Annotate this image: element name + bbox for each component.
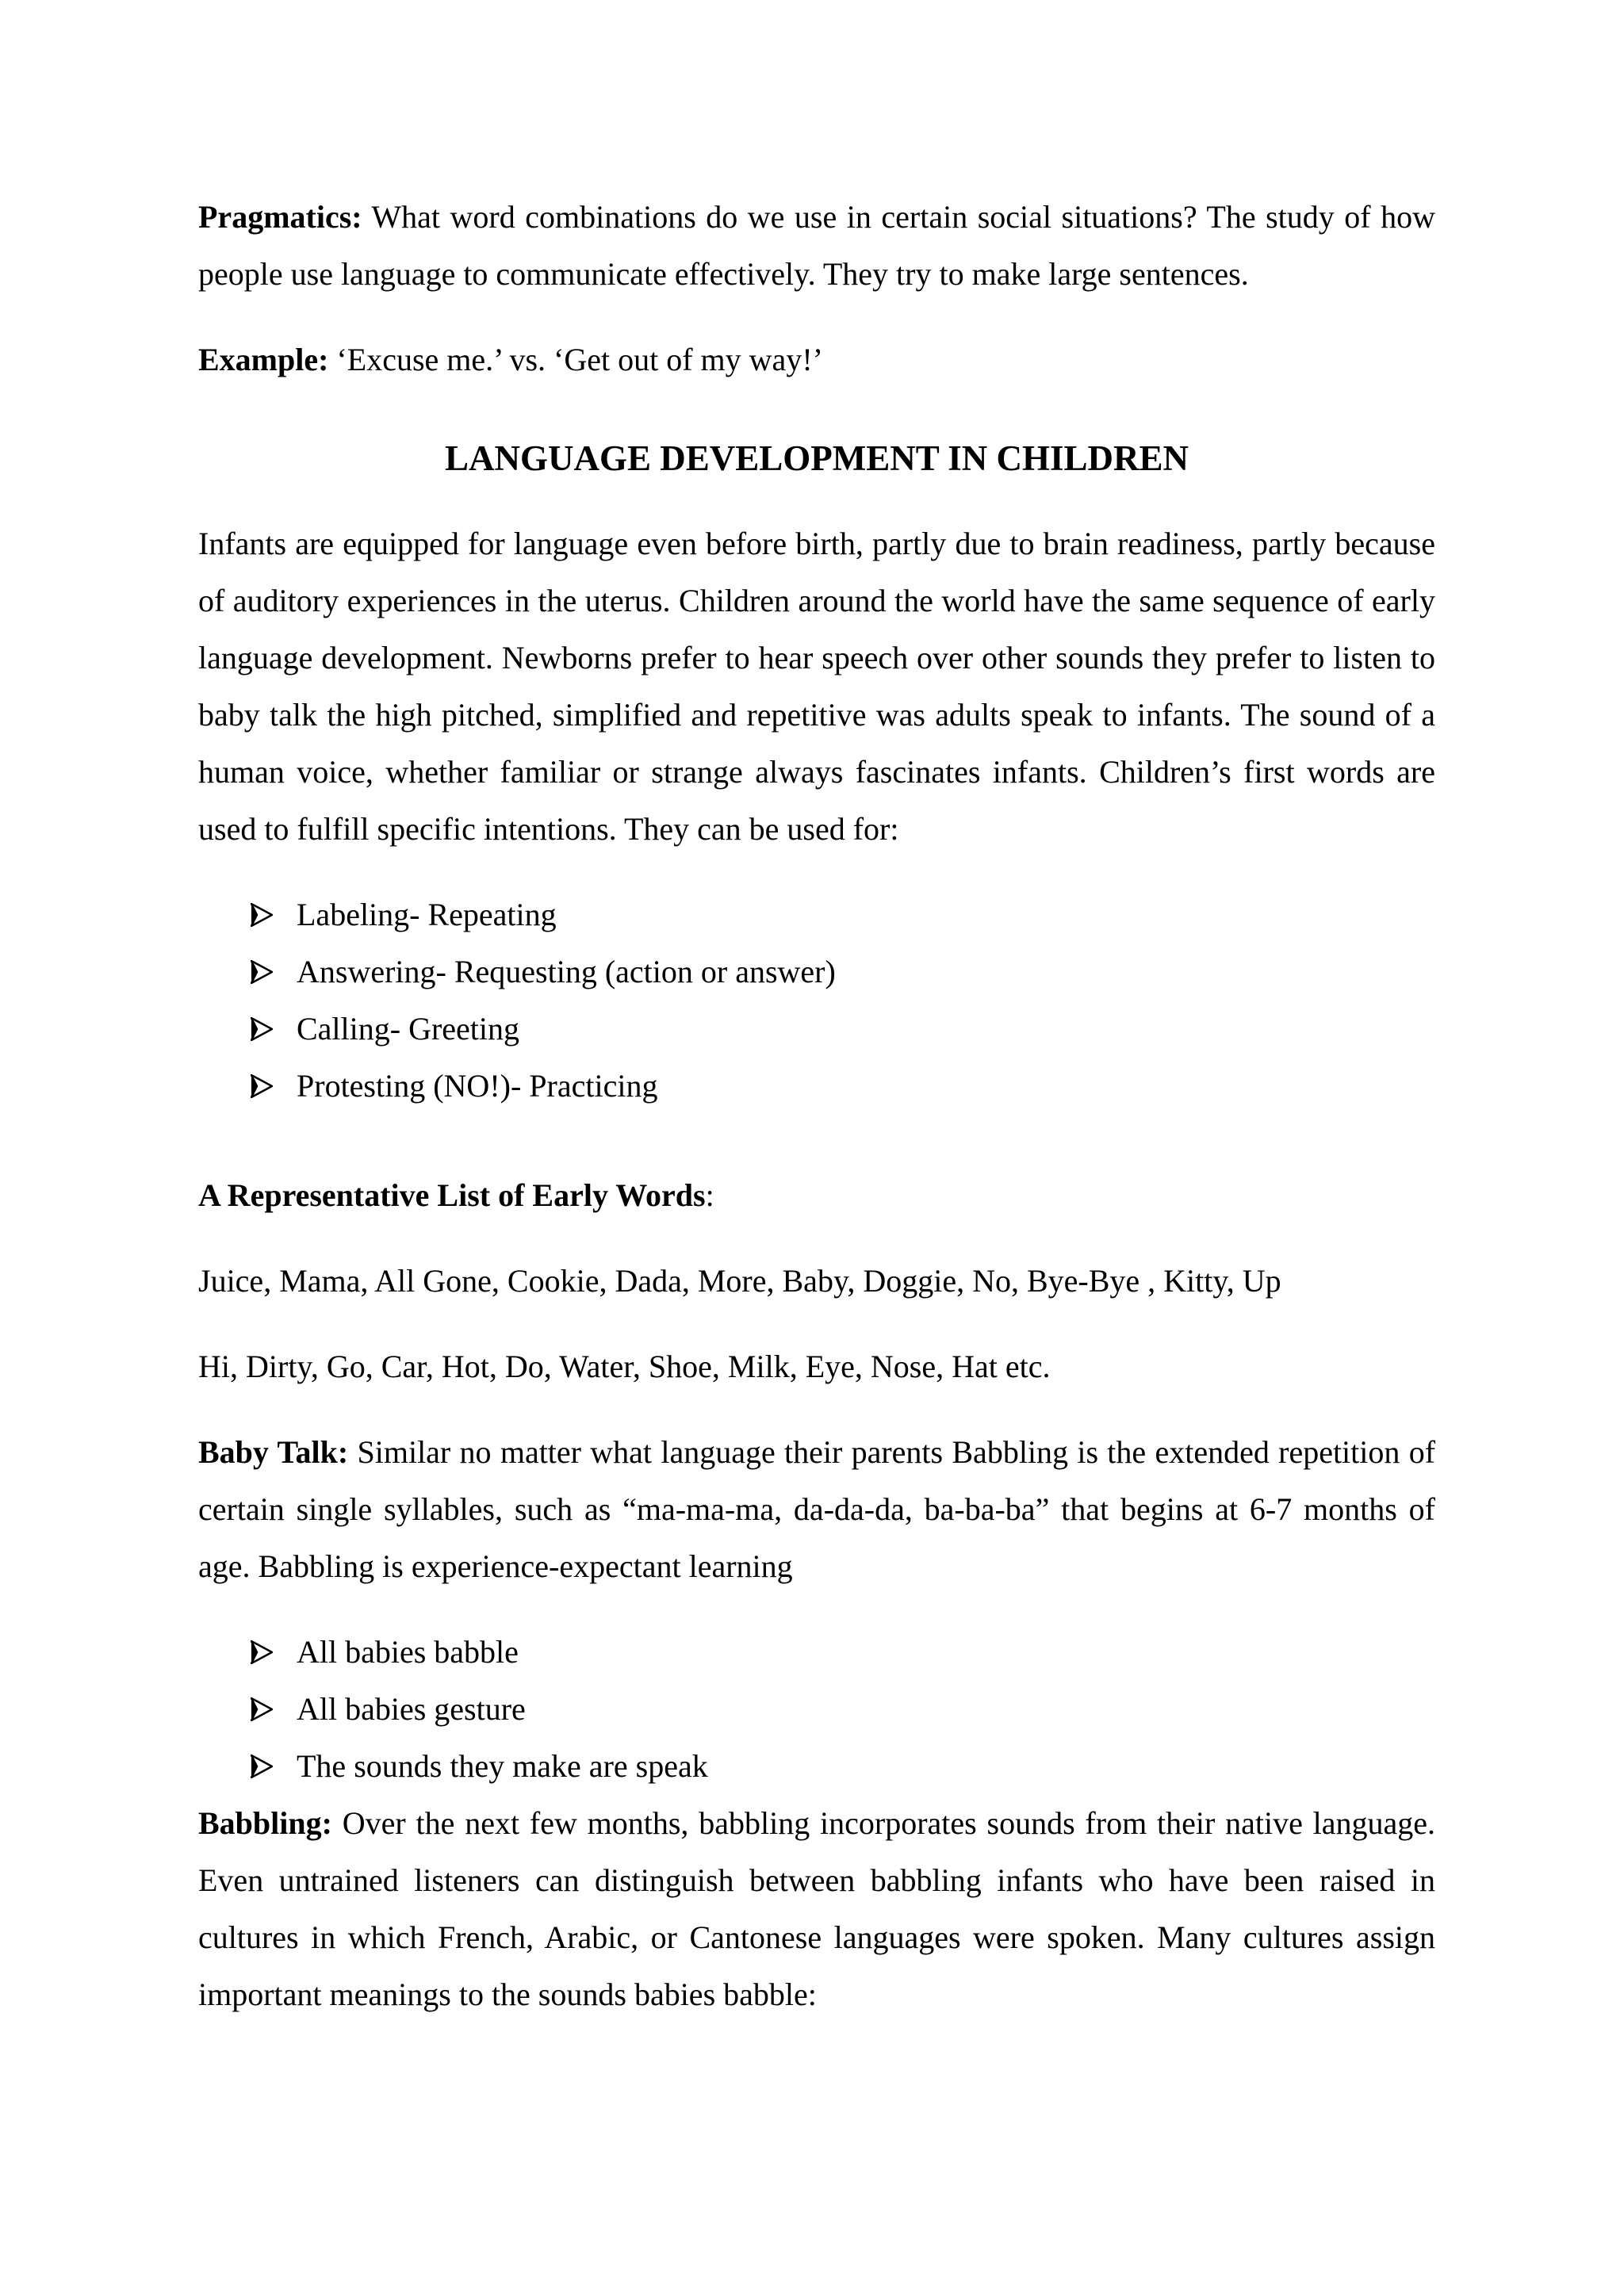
list-item-text: Protesting (NO!)- Practicing xyxy=(297,1068,658,1104)
arrowhead-bullet-icon xyxy=(251,1755,273,1778)
list-item-text: Labeling- Repeating xyxy=(297,897,557,932)
example-label: Example: xyxy=(198,342,329,377)
pragmatics-label: Pragmatics: xyxy=(198,199,362,235)
babbling-label: Babbling: xyxy=(198,1805,332,1841)
list-item-text: All babies babble xyxy=(297,1634,519,1670)
list-item xyxy=(251,1624,1435,1681)
example-text: ‘Excuse me.’ vs. ‘Get out of my way!’ xyxy=(328,342,823,377)
arrowhead-bullet-icon xyxy=(251,1697,273,1721)
arrowhead-bullet-icon xyxy=(251,1074,273,1098)
babbling-text: Over the next few months, babbling incorporates sounds from their native language. Even untrained listeners can distinguish between babbling infants who have been raised in cultures in which French, Arabic, or Cantonese languages were spoken. Many cultures assign important meanings to the sounds babies babble: xyxy=(198,1805,1435,2012)
list-item-text: Calling- Greeting xyxy=(297,1011,520,1047)
uses-list xyxy=(198,886,1435,1115)
arrowhead-bullet-icon xyxy=(251,960,273,984)
pragmatics-text: What word combinations do we use in certain social situations? The study of how people use language to communicate effectively. They try to make large sentences. xyxy=(198,199,1435,292)
early-words-line-1: Juice, Mama, All Gone, Cookie, Dada, More, Baby, Doggie, No, Bye-Bye , Kitty, Up xyxy=(198,1263,1281,1299)
babbling-paragraph xyxy=(198,1795,1435,2023)
intro-paragraph: Infants are equipped for language even before birth, partly due to brain readiness, partly because of auditory experiences in the uterus. Children around the world have the same sequence of early language development. Newborns prefer to hear speech over other sounds they prefer to listen to baby talk the high pitched, simplified and repetitive was adults speak to infants. The sound of a human voice, whether familiar or strange always fascinates infants. Children’s first words are used to fulfill specific intentions. They can be used for: xyxy=(198,526,1435,847)
baby-talk-text: Similar no matter what language their parents Babbling is the extended repetition of certain single syllables, such as “ma-ma-ma, da-da-da, ba-ba-ba” that begins at 6-7 months of age. Babbling is experience-expectant learning xyxy=(198,1434,1436,1584)
list-item xyxy=(251,886,1435,943)
early-words-line-2: Hi, Dirty, Go, Car, Hot, Do, Water, Shoe, Milk, Eye, Nose, Hat etc. xyxy=(198,1349,1051,1384)
list-item xyxy=(251,1001,1435,1058)
section-heading: LANGUAGE DEVELOPMENT IN CHILDREN xyxy=(444,438,1189,478)
arrowhead-bullet-icon xyxy=(251,903,273,927)
baby-talk-paragraph xyxy=(198,1424,1435,1595)
list-item-text: Answering- Requesting (action or answer) xyxy=(297,954,836,989)
pragmatics-paragraph xyxy=(198,189,1435,303)
early-words-label: A Representative List of Early Words xyxy=(198,1177,706,1213)
babble-list xyxy=(198,1624,1435,1795)
document-page xyxy=(198,189,1435,2023)
list-item-text: All babies gesture xyxy=(297,1691,526,1727)
list-item-text: The sounds they make are speak xyxy=(297,1748,708,1784)
example-paragraph xyxy=(198,331,1435,388)
baby-talk-label: Baby Talk: xyxy=(198,1434,349,1470)
arrowhead-bullet-icon xyxy=(251,1640,273,1664)
list-item xyxy=(251,943,1435,1001)
list-item xyxy=(251,1681,1435,1738)
early-words-heading xyxy=(198,1167,1435,1224)
list-item xyxy=(251,1058,1435,1115)
arrowhead-bullet-icon xyxy=(251,1017,273,1041)
list-item xyxy=(251,1738,1435,1795)
early-words-colon: : xyxy=(705,1177,714,1213)
